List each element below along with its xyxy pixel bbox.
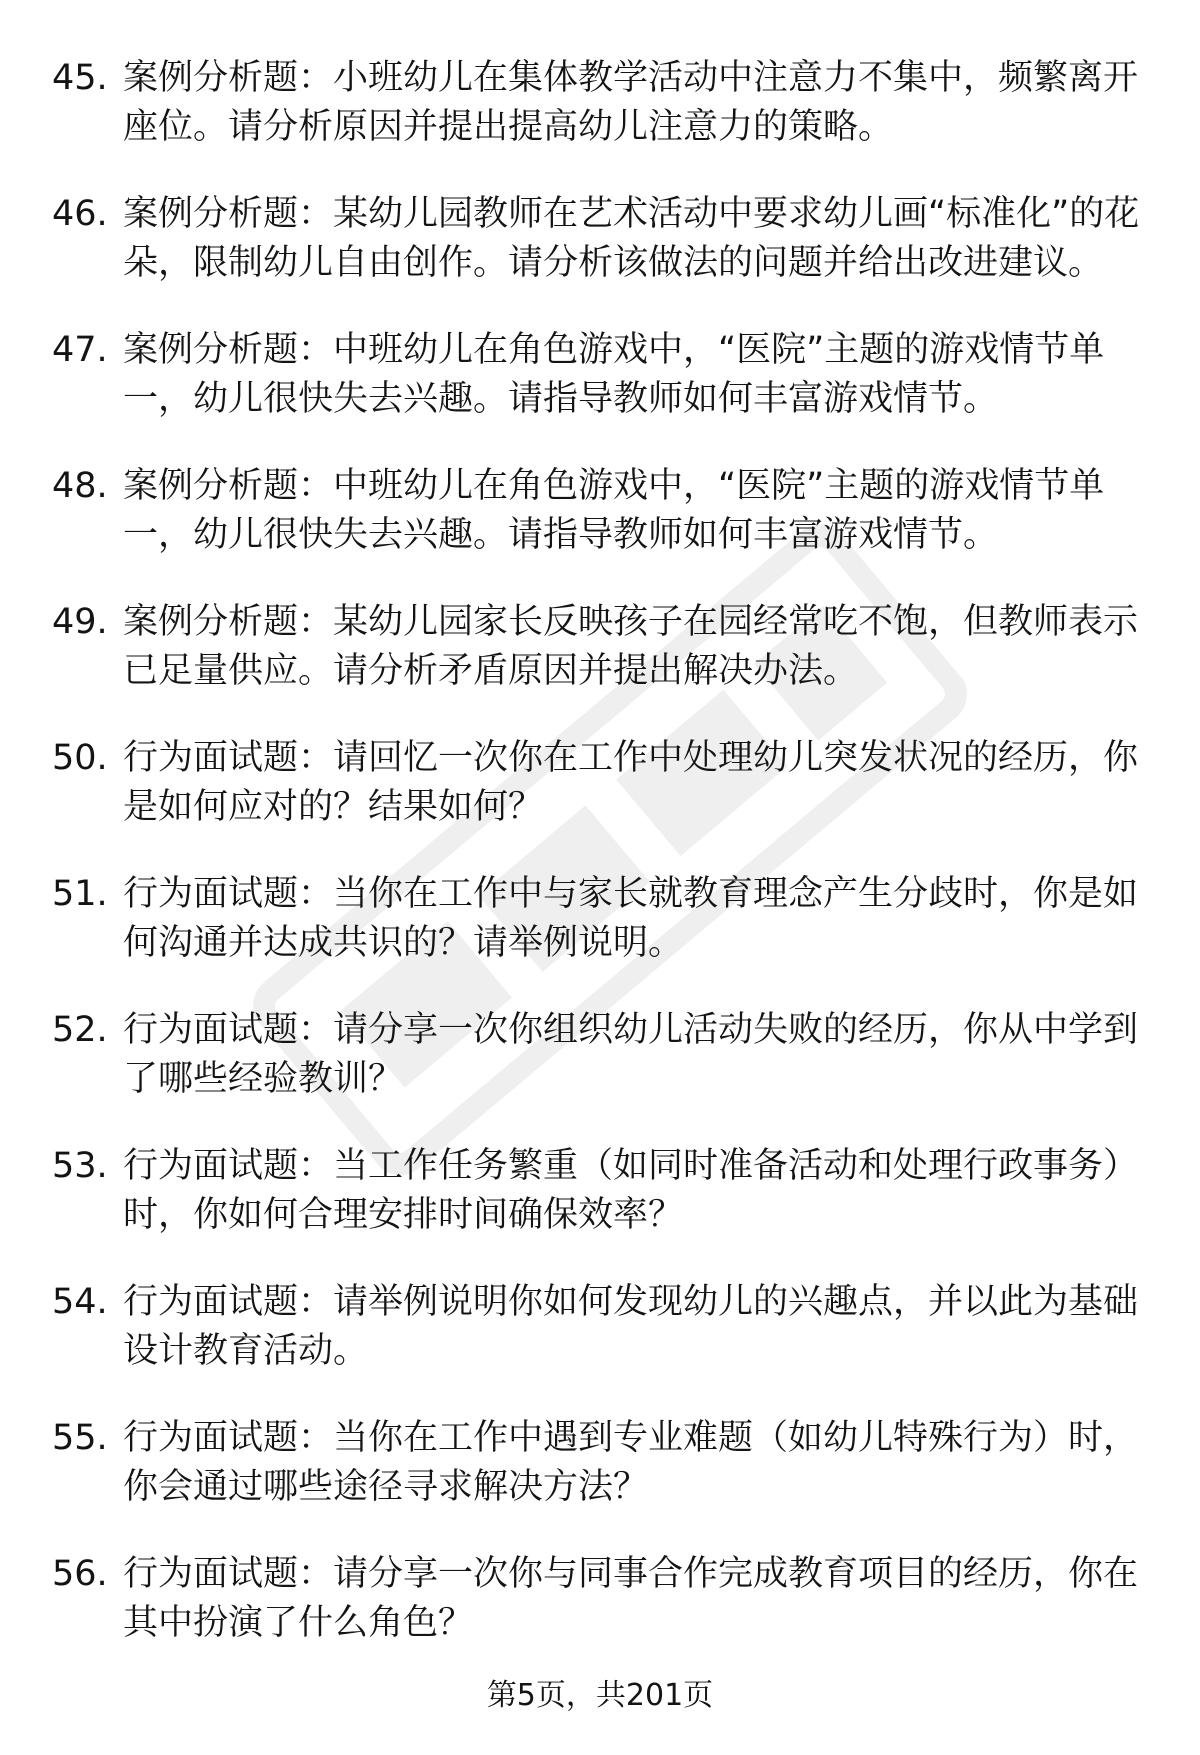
question-number: 47. [52,330,108,370]
question-number: 55. [52,1418,108,1458]
question-text: 案例分析题：中班幼儿在角色游戏中，“医院”主题的游戏情节单一，幼儿很快失去兴趣。请指导教师如何丰富游戏情节。 [123,466,1105,555]
question-text: 行为面试题：请举例说明你如何发现幼儿的兴趣点，并以此为基础设计教育活动。 [123,1282,1139,1371]
question-list [52,54,1142,1686]
question-number: 54. [52,1282,108,1322]
question-text: 行为面试题：请分享一次你与同事合作完成教育项目的经历，你在其中扮演了什么角色？ [123,1554,1139,1643]
question-text: 行为面试题：当你在工作中与家长就教育理念产生分歧时，你是如何沟通并达成共识的？请举例说明。 [123,874,1139,963]
question-number: 46. [52,194,108,234]
question-item [52,462,1142,560]
question-number: 52. [52,1010,108,1050]
question-item [52,1142,1142,1240]
question-number: 48. [52,466,108,506]
question-item [52,1278,1142,1376]
question-item [52,870,1142,968]
question-text: 行为面试题：请分享一次你组织幼儿活动失败的经历，你从中学到了哪些经验教训？ [123,1010,1139,1099]
question-item [52,1550,1142,1648]
question-item [52,326,1142,424]
question-number: 56. [52,1554,108,1594]
question-text: 案例分析题：小班幼儿在集体教学活动中注意力不集中，频繁离开座位。请分析原因并提出提高幼儿注意力的策略。 [123,58,1139,147]
question-number: 53. [52,1146,108,1186]
question-item [52,1414,1142,1512]
page-footer [0,1676,1200,1716]
question-number: 45. [52,58,108,98]
question-number: 51. [52,874,108,914]
question-item [52,734,1142,832]
question-item [52,1006,1142,1104]
question-number: 50. [52,738,108,778]
question-number: 49. [52,602,108,642]
question-text: 案例分析题：中班幼儿在角色游戏中，“医院”主题的游戏情节单一，幼儿很快失去兴趣。请指导教师如何丰富游戏情节。 [123,330,1105,419]
question-text: 案例分析题：某幼儿园教师在艺术活动中要求幼儿画“标准化”的花朵，限制幼儿自由创作。请分析该做法的问题并给出改进建议。 [123,194,1140,283]
question-text: 案例分析题：某幼儿园家长反映孩子在园经常吃不饱，但教师表示已足量供应。请分析矛盾原因并提出解决办法。 [123,602,1139,691]
question-text: 行为面试题：当你在工作中遇到专业难题（如幼儿特殊行为）时，你会通过哪些途径寻求解决方法？ [123,1418,1139,1507]
question-text: 行为面试题：当工作任务繁重（如同时准备活动和处理行政事务）时，你如何合理安排时间确保效率？ [123,1146,1139,1235]
question-text: 行为面试题：请回忆一次你在工作中处理幼儿突发状况的经历，你是如何应对的？结果如何？ [123,738,1139,827]
question-item [52,54,1142,152]
question-item [52,598,1142,696]
question-item [52,190,1142,288]
page-number-label: 第5页，共201页 [486,1678,714,1713]
